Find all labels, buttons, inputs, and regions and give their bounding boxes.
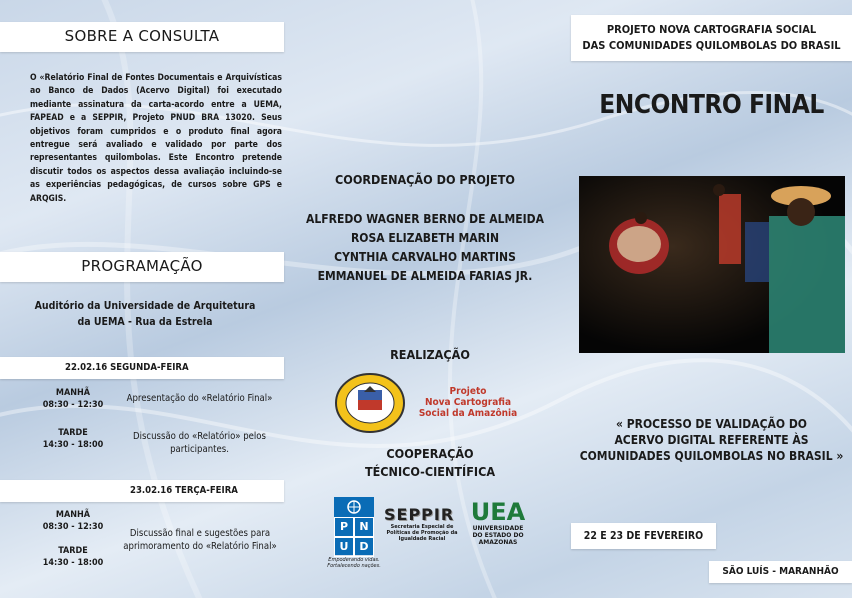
coordinator-name: ALFREDO WAGNER BERNO DE ALMEIDA xyxy=(306,212,544,226)
coordination-title: COORDENAÇÃO DO PROJETO xyxy=(335,172,515,187)
venue-line2: da UEMA - Rua da Estrela xyxy=(77,316,213,328)
day1-date: 22.02.16 SEGUNDA-FEIRA xyxy=(65,362,189,373)
day2-afternoon-label: TARDE xyxy=(58,546,88,556)
day2-morning-text1: Discussão final e sugestões para xyxy=(129,528,271,539)
day2-date: 23.02.16 TERÇA-FEIRA xyxy=(130,485,238,496)
projeto-logo-line1: Projeto xyxy=(449,386,487,397)
coordinator-name: ROSA ELIZABETH MARIN xyxy=(350,231,500,245)
day1-morning-label: MANHÃ xyxy=(55,388,91,398)
project-title-box xyxy=(571,15,852,61)
undp-letter: D xyxy=(354,537,374,557)
day1-morning-time xyxy=(40,387,106,411)
day2-date-box xyxy=(0,480,284,502)
sobre-title: SOBRE A CONSULTA xyxy=(64,27,220,45)
day1-morning-hours: 08:30 - 12:30 xyxy=(42,400,104,410)
projeto-logo-line2: Nova Cartografia xyxy=(424,397,512,408)
coordinator-name: EMMANUEL DE ALMEIDA FARIAS JR. xyxy=(317,269,533,283)
day2-morning-label: MANHÃ xyxy=(55,510,91,520)
day1-afternoon-time xyxy=(40,427,106,451)
project-line1: PROJETO NOVA CARTOGRAFIA SOCIAL xyxy=(606,23,817,36)
programacao-title-box xyxy=(0,252,284,282)
day1-afternoon-label: TARDE xyxy=(58,428,88,438)
day1-afternoon-text xyxy=(112,430,287,456)
dance-photo xyxy=(579,176,845,353)
location-box xyxy=(709,561,852,583)
cooperacao-line1: COOPERAÇÃO xyxy=(386,446,474,461)
venue xyxy=(20,298,270,330)
uema-seal-logo xyxy=(334,372,406,434)
project-line2: DAS COMUNIDADES QUILOMBOLAS DO BRASIL xyxy=(582,39,841,52)
day1-date-box xyxy=(0,357,284,379)
day2-morning-text xyxy=(110,527,290,553)
undp-letter: U xyxy=(334,537,354,557)
quote-line2: ACERVO DIGITAL REFERENTE ÀS xyxy=(614,433,809,447)
day1-afternoon-text2: participantes. xyxy=(170,444,229,455)
day1-morning-text: Apresentação do «Relatório Final» xyxy=(126,393,273,404)
quote-line3: COMUNIDADES QUILOMBOLAS NO BRASIL » xyxy=(579,449,844,463)
validation-quote xyxy=(571,416,852,464)
uea-caption2: DO ESTADO DO xyxy=(472,532,524,539)
uea-logo xyxy=(470,499,526,546)
day2-afternoon-hours: 14:30 - 18:00 xyxy=(42,558,104,568)
day2-morning-text2: aprimoramento do «Relatório Final» xyxy=(123,541,277,552)
uea-caption1: UNIVERSIDADE xyxy=(472,525,524,532)
day1-afternoon-text1: Discussão do «Relatório» pelos xyxy=(133,431,266,442)
seppir-logo xyxy=(384,505,460,542)
coordinator-name: CYNTHIA CARVALHO MARTINS xyxy=(334,250,516,264)
day2-morning-hours: 08:30 - 12:30 xyxy=(42,522,104,532)
programacao-title: PROGRAMAÇÃO xyxy=(81,257,203,275)
uea-caption3: AMAZONAS xyxy=(478,539,518,546)
headline: ENCONTRO FINAL xyxy=(599,90,824,120)
undp-caption: Empoderando vidas. Fortalecendo nações. xyxy=(327,557,381,569)
sobre-text: O «Relatório Final de Fontes Documentais e Arquivísticas ao Banco de Dados (Acervo Digital) foi executado mediante assinatura da carta-acordo entre a UEMA, FAPEAD e a SEPPIR, Projeto PNUD BRA 13020. Seus objetivos foram cumpridos e o produto final agora entregue será avaliado e validado por parte dos representantes quilombolas. Este Encontro pretende discutir todos os aspectos dessa avaliação incluindo-se as experiências pedagógicas, de cursos sobre GPS e ARQGIS. xyxy=(30,73,282,204)
day2-afternoon-time xyxy=(40,545,106,569)
quote-line1: « PROCESSO DE VALIDAÇÃO DO xyxy=(616,417,807,431)
cooperacao-title xyxy=(330,445,530,481)
projeto-logo-line3: Social da Amazônia xyxy=(418,408,518,419)
seppir-caption: Secretaria Especial de Políticas de Promoção da Igualdade Racial xyxy=(386,524,458,542)
realizacao-title: REALIZAÇÃO xyxy=(390,347,470,362)
dates-box xyxy=(571,523,716,549)
coordinators-list xyxy=(290,210,560,286)
venue-line1: Auditório da Universidade de Arquitetura xyxy=(34,300,256,312)
day1-afternoon-hours: 14:30 - 18:00 xyxy=(42,440,104,450)
projeto-ncsa-logo xyxy=(408,386,528,419)
event-dates: 22 E 23 DE FEVEREIRO xyxy=(583,530,704,542)
seppir-wordmark: SEPPIR xyxy=(384,505,455,524)
event-location: SÃO LUÍS - MARANHÃO xyxy=(722,566,839,577)
undp-letter: N xyxy=(354,517,374,537)
undp-letter: P xyxy=(334,517,354,537)
cooperacao-line2: TÉCNICO-CIENTÍFICA xyxy=(364,464,496,479)
undp-logo xyxy=(334,497,374,555)
uea-wordmark: UEA xyxy=(470,498,526,526)
sobre-title-box xyxy=(0,22,284,52)
day2-morning-time xyxy=(40,509,106,533)
un-emblem-icon xyxy=(346,499,362,515)
